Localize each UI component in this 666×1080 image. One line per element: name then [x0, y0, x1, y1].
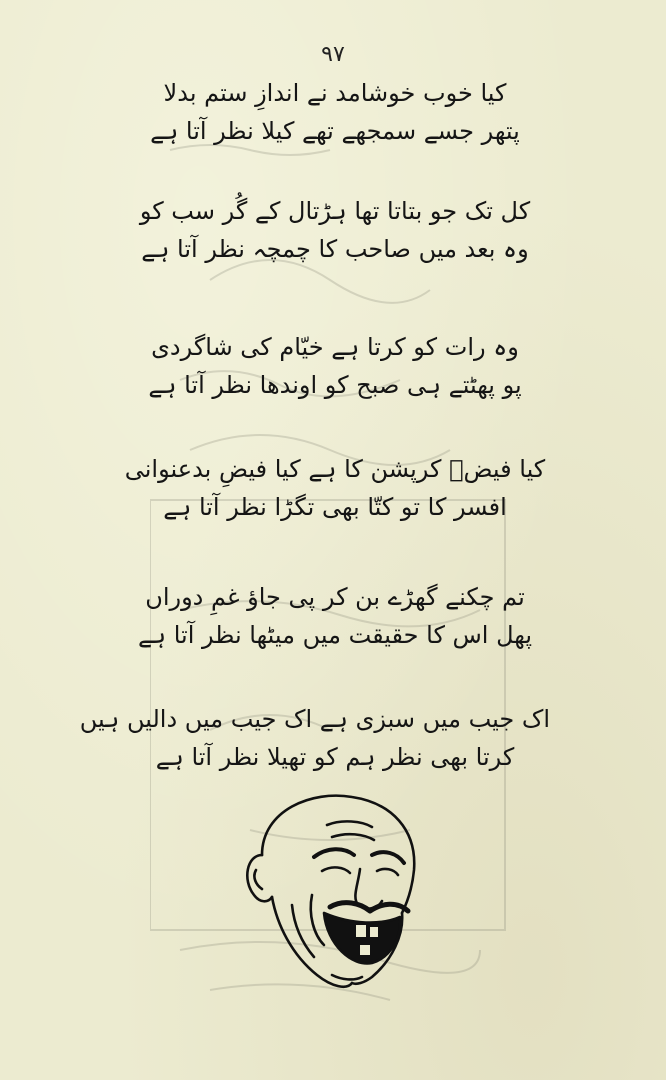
stanza-3 — [120, 328, 550, 404]
verse-line: تم چکنے گھڑے بن کر پی جاؤ غمِ دوراں — [145, 583, 525, 611]
verse-line: اک جیب میں سبزی ہے اک جیب میں دالیں ہیں — [79, 705, 550, 733]
stanza-4 — [120, 450, 550, 526]
verse-line: کل تک جو بتاتا تھا ہڑتال کے گُر سب کو — [139, 197, 531, 225]
stanza-2 — [120, 192, 550, 268]
verse-line: پھل اس کا حقیقت میں میٹھا نظر آتا ہے — [137, 621, 533, 649]
stanza-1 — [120, 74, 550, 150]
verse-line: وہ بعد میں صاحب کا چمچہ نظر آتا ہے — [141, 235, 529, 263]
verse-line: کرتا بھی نظر ہم کو تھیلا نظر آتا ہے — [155, 743, 515, 771]
laughing-bald-man-caricature-icon — [232, 785, 432, 995]
verse-line: کیا فیضؔ کرپشن کا ہے کیا فیضِ بدعنوانی — [124, 455, 546, 483]
verse-line: پتھر جسے سمجھے تھے کیلا نظر آتا ہے — [150, 117, 520, 145]
verse-line: کیا خوب خوشامد نے اندازِ ستم بدلا — [163, 79, 507, 107]
stanza-5 — [120, 578, 550, 654]
verse-line: پو پھٹتے ہی صبح کو اوندھا نظر آتا ہے — [148, 371, 522, 399]
verse-line: وہ رات کو کرتا ہے خیّام کی شاگردی — [151, 333, 519, 361]
page-number: ۹۷ — [321, 42, 345, 67]
stanza-6 — [79, 700, 550, 776]
verse-line: افسر کا تو کتّا بھی تگڑا نظر آتا ہے — [163, 493, 507, 521]
